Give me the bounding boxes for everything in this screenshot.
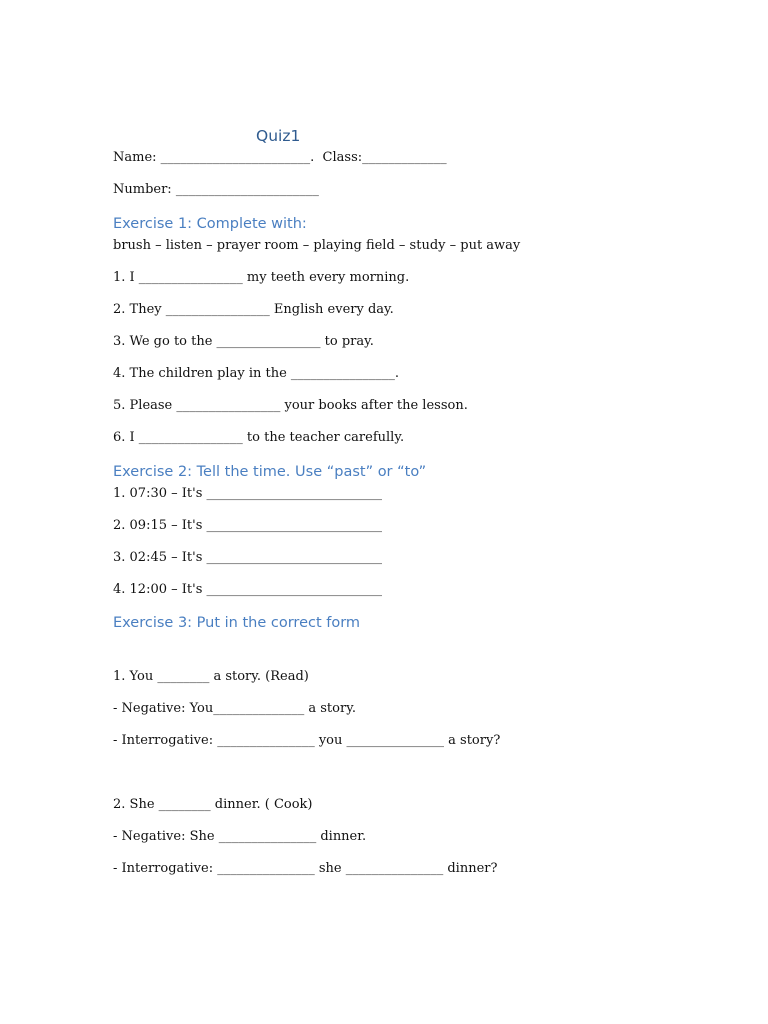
exercise1-item: 3. We go to the ________________ to pray. [113, 334, 374, 349]
exercise1-word-bank: brush – listen – prayer room – playing field – study – put away [113, 238, 521, 253]
exercise3-negative: - Negative: She _______________ dinner. [113, 829, 367, 844]
exercise1-item: 4. The children play in the ________________. [113, 366, 400, 381]
exercise3-interrogative: - Interrogative: _______________ she _______________ dinner? [113, 861, 498, 876]
exercise2-item: 4. 12:00 – It's ___________________________ [113, 582, 383, 597]
exercise1-heading: Exercise 1: Complete with: [113, 216, 307, 232]
exercise3-heading: Exercise 3: Put in the correct form [113, 615, 361, 631]
exercise2-item: 2. 09:15 – It's ___________________________ [113, 518, 383, 533]
exercise3-interrogative: - Interrogative: _______________ you _______________ a story? [113, 733, 501, 748]
exercise1-item: 5. Please ________________ your books after the lesson. [113, 398, 468, 413]
number-line: Number: ______________________ [113, 182, 319, 197]
exercise1-item: 1. I ________________ my teeth every morning. [113, 270, 410, 285]
exercise2-item: 1. 07:30 – It's ___________________________ [113, 486, 383, 501]
exercise1-item: 2. They ________________ English every day. [113, 302, 394, 317]
name-class-line: Name: _______________________. Class:_____________ [113, 150, 447, 165]
exercise3-negative: - Negative: You______________ a story. [113, 701, 356, 716]
exercise2-item: 3. 02:45 – It's ___________________________ [113, 550, 383, 565]
exercise3-statement: 2. She ________ dinner. ( Cook) [113, 797, 313, 812]
exercise2-heading: Exercise 2: Tell the time. Use “past” or “to” [113, 464, 427, 480]
quiz-title: Quiz1 [256, 127, 301, 145]
exercise1-item: 6. I ________________ to the teacher carefully. [113, 430, 405, 445]
exercise3-statement: 1. You ________ a story. (Read) [113, 669, 309, 684]
